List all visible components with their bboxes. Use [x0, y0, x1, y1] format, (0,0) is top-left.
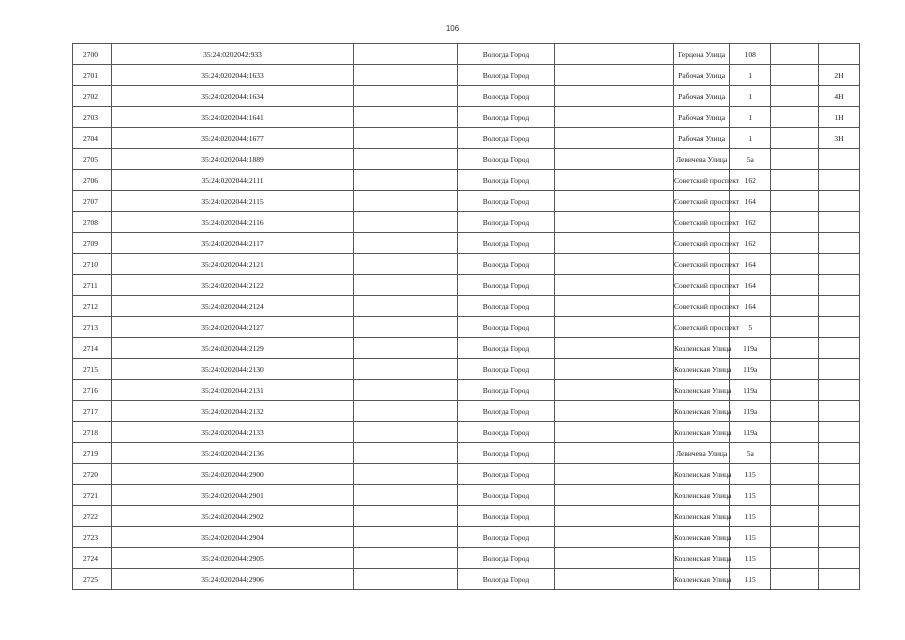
empty-cell — [771, 443, 819, 464]
house-number-cell: 115 — [730, 506, 771, 527]
empty-cell — [771, 65, 819, 86]
house-number-cell: 5а — [730, 443, 771, 464]
cadastral-number-cell: 35:24:0202044:2111 — [111, 170, 353, 191]
row-number-cell: 2718 — [73, 422, 112, 443]
locality-cell: Вологда Город — [457, 569, 554, 590]
premises-number-cell: 2Н — [818, 65, 859, 86]
table-row — [73, 86, 860, 107]
empty-cell — [771, 275, 819, 296]
table-row — [73, 128, 860, 149]
table-row — [73, 149, 860, 170]
empty-cell — [555, 170, 674, 191]
empty-cell — [555, 296, 674, 317]
premises-number-cell — [818, 149, 859, 170]
cadastral-number-cell: 35:24:0202044:2127 — [111, 317, 353, 338]
row-number-cell: 2703 — [73, 107, 112, 128]
empty-cell — [354, 506, 458, 527]
table-row — [73, 254, 860, 275]
house-number-cell: 164 — [730, 296, 771, 317]
table-row — [73, 569, 860, 590]
empty-cell — [354, 359, 458, 380]
cadastral-number-cell: 35:24:0202044:2130 — [111, 359, 353, 380]
premises-number-cell — [818, 485, 859, 506]
empty-cell — [555, 464, 674, 485]
empty-cell — [771, 317, 819, 338]
street-cell: Советский проспект — [674, 233, 730, 254]
cadastral-number-cell: 35:24:0202044:1641 — [111, 107, 353, 128]
locality-cell: Вологда Город — [457, 422, 554, 443]
locality-cell: Вологда Город — [457, 233, 554, 254]
empty-cell — [771, 380, 819, 401]
empty-cell — [555, 359, 674, 380]
premises-number-cell — [818, 380, 859, 401]
cadastral-number-cell: 35:24:0202044:2117 — [111, 233, 353, 254]
empty-cell — [555, 338, 674, 359]
locality-cell: Вологда Город — [457, 338, 554, 359]
house-number-cell: 115 — [730, 527, 771, 548]
page-number: 106 — [445, 24, 460, 33]
premises-number-cell — [818, 212, 859, 233]
house-number-cell: 162 — [730, 233, 771, 254]
empty-cell — [354, 317, 458, 338]
house-number-cell: 119а — [730, 359, 771, 380]
premises-number-cell — [818, 359, 859, 380]
empty-cell — [555, 233, 674, 254]
premises-number-cell — [818, 44, 859, 65]
street-cell: Козленская Улица — [674, 359, 730, 380]
table-row — [73, 359, 860, 380]
premises-number-cell — [818, 170, 859, 191]
empty-cell — [555, 317, 674, 338]
premises-number-cell — [818, 275, 859, 296]
empty-cell — [555, 485, 674, 506]
row-number-cell: 2717 — [73, 401, 112, 422]
street-cell: Козленская Улица — [674, 401, 730, 422]
table-row — [73, 506, 860, 527]
row-number-cell: 2719 — [73, 443, 112, 464]
locality-cell: Вологда Город — [457, 485, 554, 506]
empty-cell — [771, 212, 819, 233]
empty-cell — [354, 380, 458, 401]
street-cell: Козленская Улица — [674, 380, 730, 401]
street-cell: Советский проспект — [674, 254, 730, 275]
cadastral-register-table — [72, 43, 860, 590]
locality-cell: Вологда Город — [457, 527, 554, 548]
house-number-cell: 164 — [730, 254, 771, 275]
table-row — [73, 464, 860, 485]
locality-cell: Вологда Город — [457, 149, 554, 170]
empty-cell — [771, 233, 819, 254]
premises-number-cell — [818, 317, 859, 338]
empty-cell — [354, 44, 458, 65]
house-number-cell: 1 — [730, 86, 771, 107]
premises-number-cell — [818, 296, 859, 317]
street-cell: Рабочая Улица — [674, 86, 730, 107]
row-number-cell: 2723 — [73, 527, 112, 548]
empty-cell — [771, 485, 819, 506]
cadastral-number-cell: 35:24:0202044:2124 — [111, 296, 353, 317]
empty-cell — [555, 128, 674, 149]
row-number-cell: 2704 — [73, 128, 112, 149]
empty-cell — [555, 569, 674, 590]
row-number-cell: 2724 — [73, 548, 112, 569]
empty-cell — [555, 401, 674, 422]
locality-cell: Вологда Город — [457, 506, 554, 527]
premises-number-cell — [818, 569, 859, 590]
empty-cell — [555, 44, 674, 65]
cadastral-number-cell: 35:24:0202044:1677 — [111, 128, 353, 149]
cadastral-number-cell: 35:24:0202044:1889 — [111, 149, 353, 170]
locality-cell: Вологда Город — [457, 128, 554, 149]
premises-number-cell — [818, 233, 859, 254]
street-cell: Советский проспект — [674, 191, 730, 212]
cadastral-number-cell: 35:24:0202044:2901 — [111, 485, 353, 506]
empty-cell — [771, 506, 819, 527]
row-number-cell: 2715 — [73, 359, 112, 380]
cadastral-number-cell: 35:24:0202044:2129 — [111, 338, 353, 359]
street-cell: Козленская Улица — [674, 569, 730, 590]
cadastral-number-cell: 35:24:0202044:2902 — [111, 506, 353, 527]
empty-cell — [555, 149, 674, 170]
locality-cell: Вологда Город — [457, 191, 554, 212]
row-number-cell: 2705 — [73, 149, 112, 170]
empty-cell — [354, 149, 458, 170]
empty-cell — [555, 443, 674, 464]
empty-cell — [771, 401, 819, 422]
empty-cell — [771, 44, 819, 65]
locality-cell: Вологда Город — [457, 44, 554, 65]
locality-cell: Вологда Город — [457, 380, 554, 401]
row-number-cell: 2713 — [73, 317, 112, 338]
street-cell: Рабочая Улица — [674, 65, 730, 86]
empty-cell — [354, 422, 458, 443]
row-number-cell: 2720 — [73, 464, 112, 485]
table-row — [73, 317, 860, 338]
row-number-cell: 2721 — [73, 485, 112, 506]
empty-cell — [555, 86, 674, 107]
table-row — [73, 191, 860, 212]
locality-cell: Вологда Город — [457, 443, 554, 464]
premises-number-cell — [818, 443, 859, 464]
table-row — [73, 485, 860, 506]
empty-cell — [771, 107, 819, 128]
cadastral-number-cell: 35:24:0202044:1633 — [111, 65, 353, 86]
row-number-cell: 2700 — [73, 44, 112, 65]
cadastral-number-cell: 35:24:0202044:2905 — [111, 548, 353, 569]
empty-cell — [555, 107, 674, 128]
empty-cell — [555, 191, 674, 212]
cadastral-number-cell: 35:24:0202044:2136 — [111, 443, 353, 464]
house-number-cell: 119а — [730, 401, 771, 422]
locality-cell: Вологда Город — [457, 86, 554, 107]
house-number-cell: 1 — [730, 107, 771, 128]
locality-cell: Вологда Город — [457, 65, 554, 86]
empty-cell — [354, 464, 458, 485]
empty-cell — [555, 380, 674, 401]
house-number-cell: 115 — [730, 464, 771, 485]
table-body — [73, 44, 860, 590]
table-row — [73, 443, 860, 464]
street-cell: Рабочая Улица — [674, 107, 730, 128]
row-number-cell: 2707 — [73, 191, 112, 212]
house-number-cell: 164 — [730, 275, 771, 296]
table-row — [73, 527, 860, 548]
empty-cell — [771, 527, 819, 548]
empty-cell — [354, 233, 458, 254]
premises-number-cell — [818, 401, 859, 422]
empty-cell — [354, 170, 458, 191]
locality-cell: Вологда Город — [457, 548, 554, 569]
table-row — [73, 401, 860, 422]
table-row — [73, 212, 860, 233]
empty-cell — [354, 485, 458, 506]
locality-cell: Вологда Город — [457, 359, 554, 380]
table-row — [73, 65, 860, 86]
street-cell: Козленская Улица — [674, 527, 730, 548]
street-cell: Козленская Улица — [674, 548, 730, 569]
premises-number-cell — [818, 527, 859, 548]
cadastral-number-cell: 35:24:0202044:2122 — [111, 275, 353, 296]
street-cell: Советский проспект — [674, 275, 730, 296]
house-number-cell: 119а — [730, 380, 771, 401]
locality-cell: Вологда Город — [457, 464, 554, 485]
house-number-cell: 164 — [730, 191, 771, 212]
cadastral-number-cell: 35:24:0202044:2904 — [111, 527, 353, 548]
row-number-cell: 2722 — [73, 506, 112, 527]
row-number-cell: 2706 — [73, 170, 112, 191]
cadastral-number-cell: 35:24:0202044:2121 — [111, 254, 353, 275]
cadastral-number-cell: 35:24:0202044:2116 — [111, 212, 353, 233]
empty-cell — [771, 569, 819, 590]
empty-cell — [354, 401, 458, 422]
house-number-cell: 5а — [730, 149, 771, 170]
locality-cell: Вологда Город — [457, 107, 554, 128]
table-row — [73, 338, 860, 359]
empty-cell — [354, 527, 458, 548]
row-number-cell: 2702 — [73, 86, 112, 107]
street-cell: Козленская Улица — [674, 464, 730, 485]
house-number-cell: 5 — [730, 317, 771, 338]
row-number-cell: 2711 — [73, 275, 112, 296]
empty-cell — [354, 548, 458, 569]
house-number-cell: 115 — [730, 569, 771, 590]
cadastral-number-cell: 35:24:0202044:2133 — [111, 422, 353, 443]
empty-cell — [354, 296, 458, 317]
table-row — [73, 107, 860, 128]
premises-number-cell: 1Н — [818, 107, 859, 128]
street-cell: Левичева Улица — [674, 443, 730, 464]
table-row — [73, 44, 860, 65]
row-number-cell: 2710 — [73, 254, 112, 275]
empty-cell — [354, 86, 458, 107]
empty-cell — [771, 464, 819, 485]
row-number-cell: 2714 — [73, 338, 112, 359]
table-row — [73, 296, 860, 317]
house-number-cell: 162 — [730, 212, 771, 233]
empty-cell — [771, 128, 819, 149]
premises-number-cell: 4Н — [818, 86, 859, 107]
row-number-cell: 2708 — [73, 212, 112, 233]
house-number-cell: 162 — [730, 170, 771, 191]
row-number-cell: 2712 — [73, 296, 112, 317]
empty-cell — [354, 128, 458, 149]
table-row — [73, 170, 860, 191]
empty-cell — [555, 254, 674, 275]
house-number-cell: 119а — [730, 422, 771, 443]
cadastral-number-cell: 35:24:0202044:2132 — [111, 401, 353, 422]
empty-cell — [555, 527, 674, 548]
locality-cell: Вологда Город — [457, 212, 554, 233]
row-number-cell: 2709 — [73, 233, 112, 254]
empty-cell — [555, 506, 674, 527]
cadastral-number-cell: 35:24:0202042:933 — [111, 44, 353, 65]
empty-cell — [354, 338, 458, 359]
empty-cell — [771, 548, 819, 569]
row-number-cell: 2701 — [73, 65, 112, 86]
street-cell: Рабочая Улица — [674, 128, 730, 149]
street-cell: Советский проспект — [674, 296, 730, 317]
empty-cell — [771, 254, 819, 275]
street-cell: Козленская Улица — [674, 422, 730, 443]
empty-cell — [555, 212, 674, 233]
locality-cell: Вологда Город — [457, 317, 554, 338]
house-number-cell: 119а — [730, 338, 771, 359]
empty-cell — [354, 212, 458, 233]
house-number-cell: 1 — [730, 128, 771, 149]
empty-cell — [771, 170, 819, 191]
cadastral-number-cell: 35:24:0202044:1634 — [111, 86, 353, 107]
empty-cell — [771, 296, 819, 317]
house-number-cell: 115 — [730, 485, 771, 506]
premises-number-cell — [818, 464, 859, 485]
table-row — [73, 548, 860, 569]
empty-cell — [354, 443, 458, 464]
locality-cell: Вологда Город — [457, 275, 554, 296]
street-cell: Козленская Улица — [674, 338, 730, 359]
locality-cell: Вологда Город — [457, 296, 554, 317]
empty-cell — [771, 86, 819, 107]
premises-number-cell: 3Н — [818, 128, 859, 149]
house-number-cell: 115 — [730, 548, 771, 569]
cadastral-number-cell: 35:24:0202044:2906 — [111, 569, 353, 590]
locality-cell: Вологда Город — [457, 254, 554, 275]
locality-cell: Вологда Город — [457, 170, 554, 191]
empty-cell — [555, 422, 674, 443]
empty-cell — [354, 107, 458, 128]
empty-cell — [555, 548, 674, 569]
table-row — [73, 422, 860, 443]
premises-number-cell — [818, 548, 859, 569]
empty-cell — [771, 191, 819, 212]
empty-cell — [771, 359, 819, 380]
street-cell: Герцена Улица — [674, 44, 730, 65]
row-number-cell: 2725 — [73, 569, 112, 590]
premises-number-cell — [818, 191, 859, 212]
house-number-cell: 1 — [730, 65, 771, 86]
cadastral-number-cell: 35:24:0202044:2131 — [111, 380, 353, 401]
empty-cell — [771, 422, 819, 443]
table-row — [73, 380, 860, 401]
premises-number-cell — [818, 338, 859, 359]
locality-cell: Вологда Город — [457, 401, 554, 422]
street-cell: Советский проспект — [674, 212, 730, 233]
row-number-cell: 2716 — [73, 380, 112, 401]
empty-cell — [354, 65, 458, 86]
cadastral-number-cell: 35:24:0202044:2115 — [111, 191, 353, 212]
street-cell: Козленская Улица — [674, 485, 730, 506]
table-row — [73, 275, 860, 296]
empty-cell — [771, 338, 819, 359]
street-cell: Советский проспект — [674, 170, 730, 191]
premises-number-cell — [818, 506, 859, 527]
empty-cell — [354, 254, 458, 275]
cadastral-number-cell: 35:24:0202044:2900 — [111, 464, 353, 485]
table-row — [73, 233, 860, 254]
premises-number-cell — [818, 422, 859, 443]
empty-cell — [555, 65, 674, 86]
empty-cell — [555, 275, 674, 296]
street-cell: Левичева Улица — [674, 149, 730, 170]
empty-cell — [354, 191, 458, 212]
street-cell: Козленская Улица — [674, 506, 730, 527]
premises-number-cell — [818, 254, 859, 275]
street-cell: Советский проспект — [674, 317, 730, 338]
empty-cell — [771, 149, 819, 170]
house-number-cell: 108 — [730, 44, 771, 65]
empty-cell — [354, 275, 458, 296]
empty-cell — [354, 569, 458, 590]
